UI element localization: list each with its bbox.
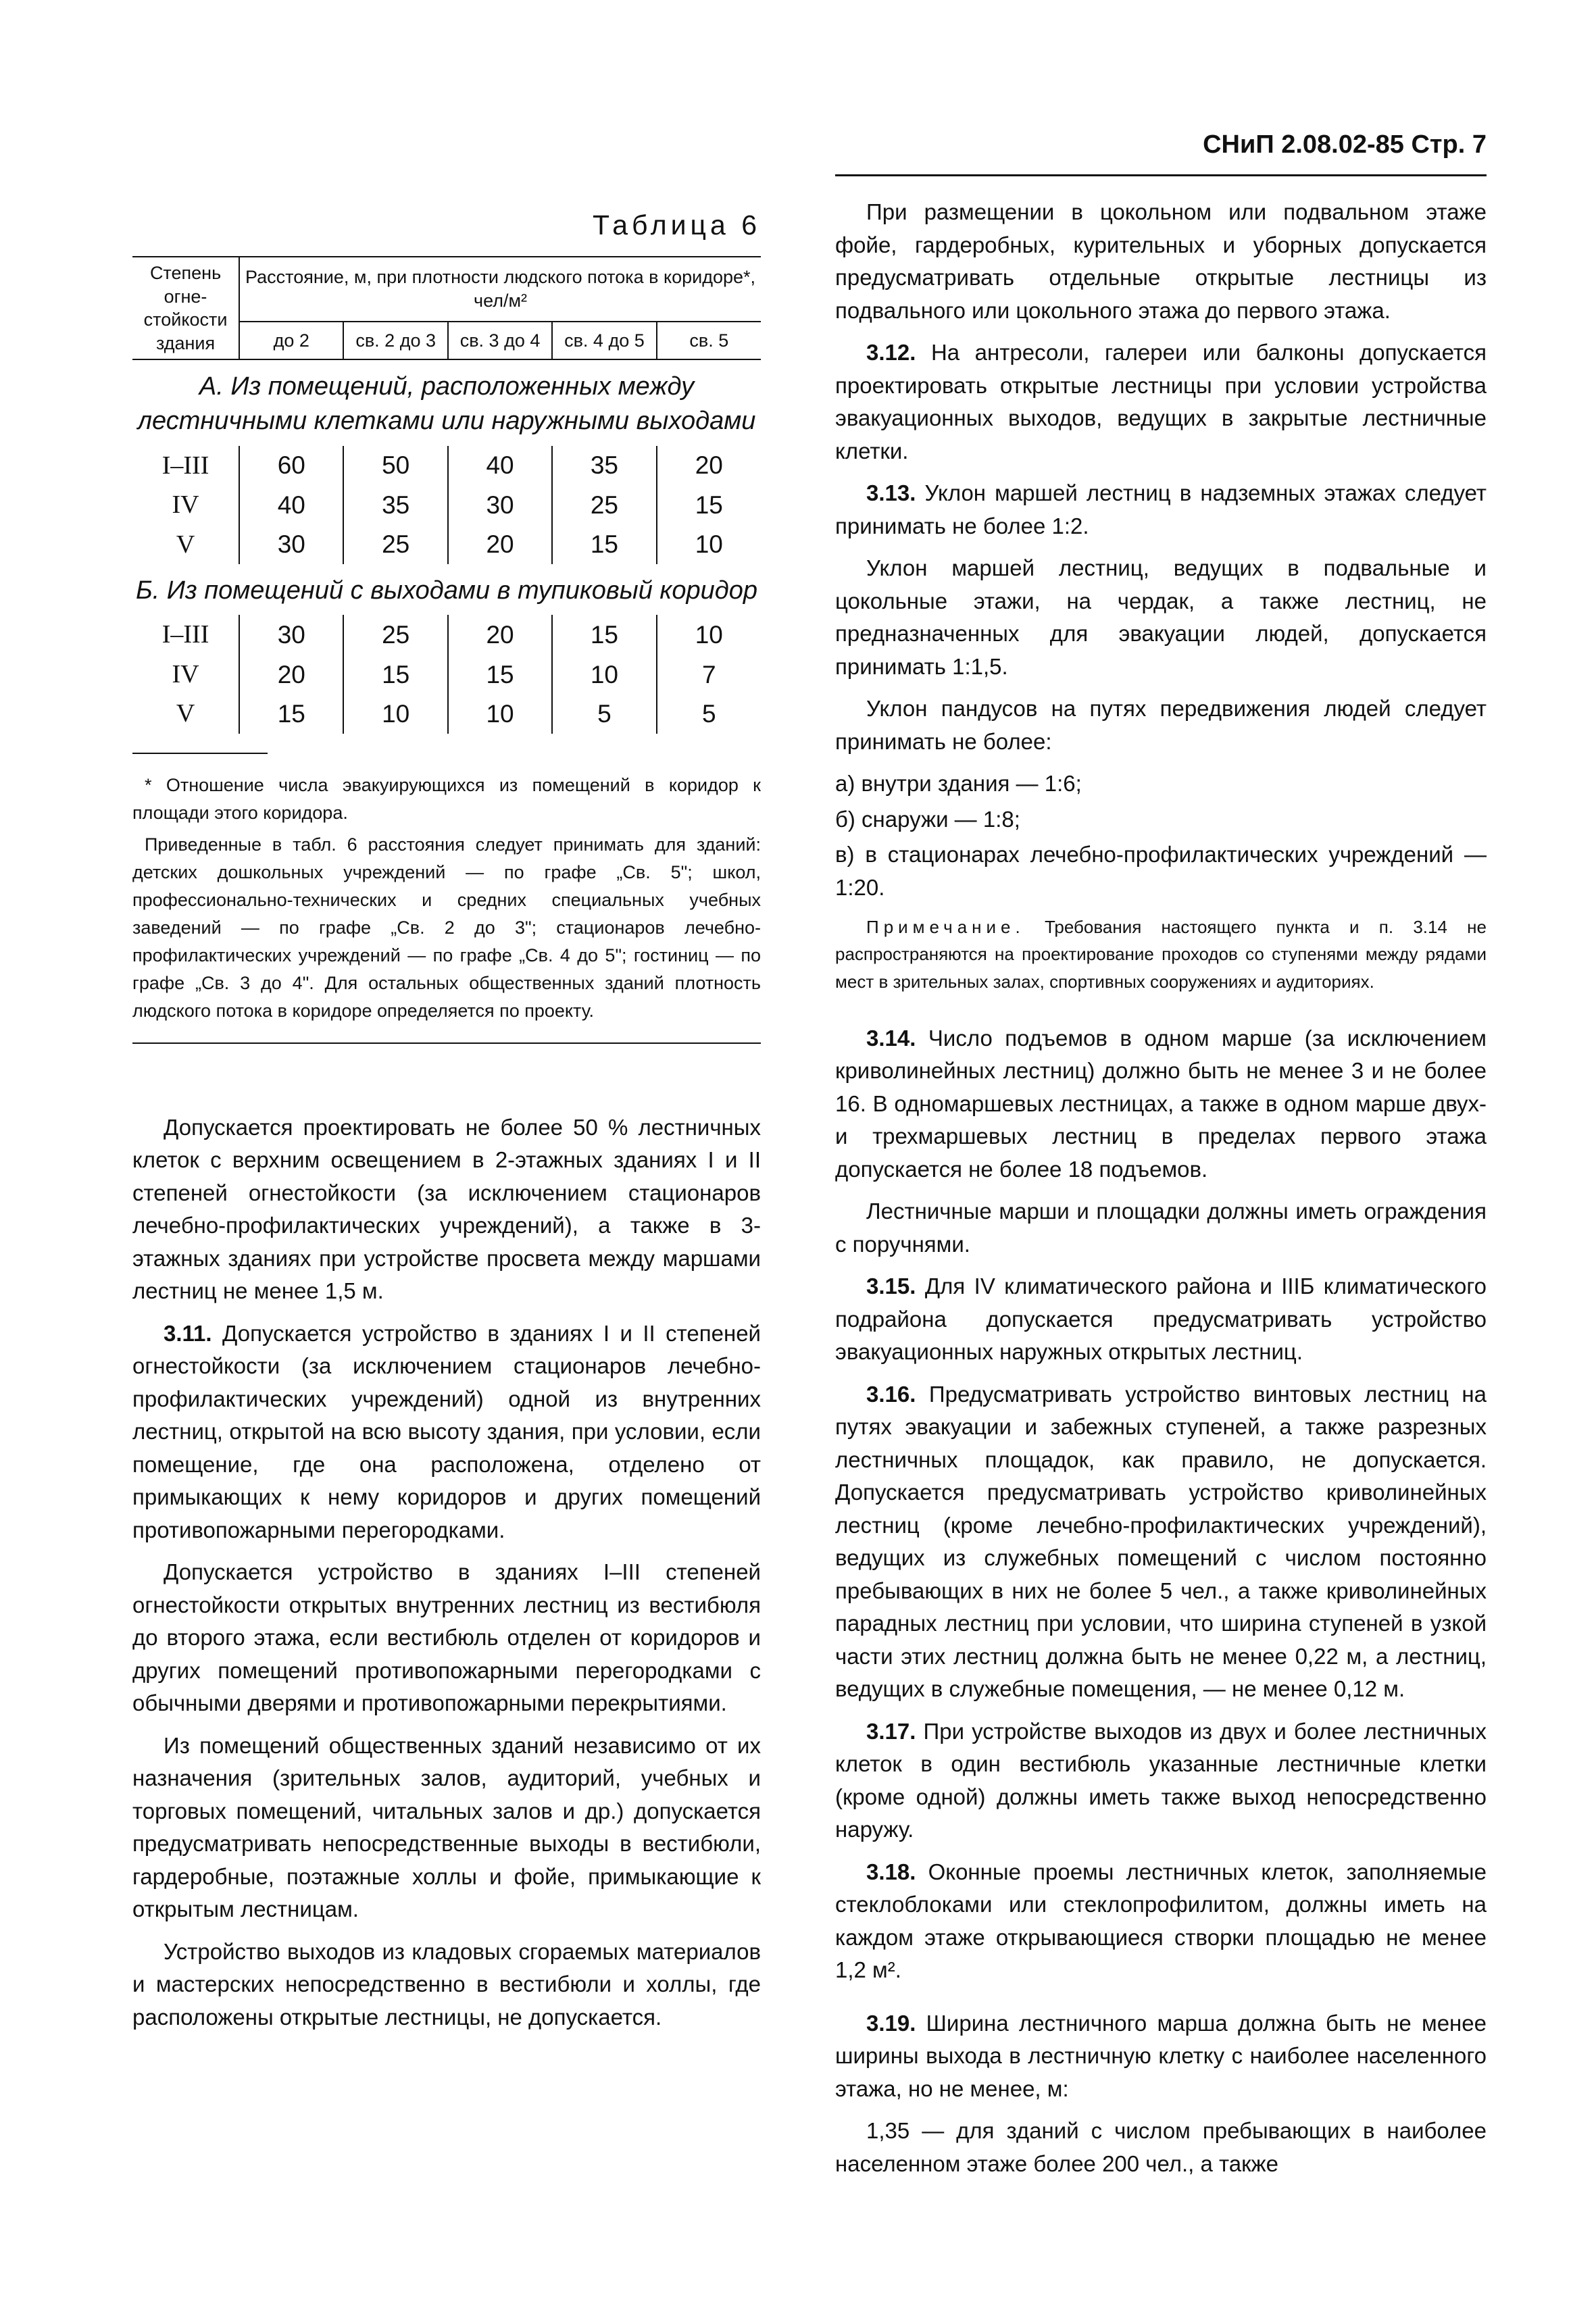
table-cell: I–III xyxy=(161,620,209,649)
table-head-col: св. 3 до 4 xyxy=(448,322,552,359)
clause-3-16 xyxy=(835,1378,1487,1706)
paragraph: При размещении в цокольном или подвальном этаже фойе, гардеробных, курительных и уборных допускается предусматривать отдельные открытые лестницы из подвального или цокольного этажа до первого этажа. xyxy=(835,199,1487,323)
clause-text: Уклон маршей лестниц в надземных этажах следует принимать не более 1:2. xyxy=(835,480,1487,538)
paragraph: Допускается устройство в зданиях I–III степеней огнестойкости открытых внутренних лестниц из вестибюля до второго этажа, если вестибюль отделен от коридоров и других помещений противопожарными перегородками с обычными дверями и противопожарными перекрытиями. xyxy=(132,1559,761,1716)
footnote-star-text: * Отношение числа эвакуирующихся из помещений в коридор к площади этого коридора. xyxy=(132,774,761,823)
table-cell: 10 xyxy=(343,694,447,733)
note-label: Примечание. xyxy=(866,917,1025,937)
table-cell: 60 xyxy=(239,446,343,485)
clause-number: 3.13. xyxy=(866,480,916,505)
left-column xyxy=(132,196,761,2043)
clause-text: При устройстве выходов из двух и более лестничных клеток в один вестибюль указанные лестничные клетки (кроме одной) должны иметь также выход непосредственно наружу. xyxy=(835,1718,1487,1842)
table-cell: 10 xyxy=(448,694,552,733)
clause-number: 3.14. xyxy=(866,1025,916,1051)
paragraph: Из помещений общественных зданий независимо от их назначения (зрительных залов, аудиторий, учебных и торговых помещений, читальных залов и др.) допускается предусматривать непосредственные выходы в вестибюли, гардеробные, поэтажные холлы и фойе, примыкающие к открытым лестницам. xyxy=(132,1732,761,1922)
clause-3-13 xyxy=(835,477,1487,543)
table-cell: 20 xyxy=(239,655,343,694)
clause-text: На антресоли, галереи или балконы допускается проектировать открытые лестницы при условии устройства эвакуационных выходов, ведущих в закрытые лестничные клетки. xyxy=(835,340,1487,463)
table-row xyxy=(132,615,761,654)
note-text: Требования настоящего пункта и п. 3.14 не распространяются на проектирование проходов со ступенями между рядами мест в зрительных залах, спортивных сооружениях и аудиториях. xyxy=(835,917,1487,992)
clause-text: Оконные проемы лестничных клеток, заполняемые стеклоблоками или стеклопрофилитом, должны иметь на каждом этаже открывающиеся створки площадью не менее 1,2 м². xyxy=(835,1859,1487,1983)
paragraph: Уклон маршей лестниц, ведущих в подвальные и цокольные этажи, на чердак, а также лестниц, не предназначенных для эвакуации людей, допускается принимать 1:1,5. xyxy=(835,555,1487,679)
list-item: в) в стационарах лечебно-профилактических учреждений — 1:20. xyxy=(835,842,1487,900)
table-caption: Таблица 6 xyxy=(593,209,761,241)
table-cell: 50 xyxy=(343,446,447,485)
footnote-rule xyxy=(132,753,268,754)
table-cell: 5 xyxy=(657,694,761,733)
clause-3-18 xyxy=(835,1856,1487,1987)
clause-number: 3.18. xyxy=(866,1859,916,1884)
table-cell: 25 xyxy=(343,525,447,564)
header-rule xyxy=(835,174,1487,176)
clause-3-15 xyxy=(835,1270,1487,1369)
table-cell: 15 xyxy=(343,655,447,694)
table-cell: 30 xyxy=(239,525,343,564)
table-row xyxy=(132,655,761,694)
table-cell: 15 xyxy=(657,485,761,524)
table-cell: 20 xyxy=(448,525,552,564)
right-column xyxy=(835,196,1487,2190)
clause-number: 3.19. xyxy=(866,2010,916,2036)
clause-3-19 xyxy=(835,2007,1487,2106)
table-cell: I–III xyxy=(161,451,209,480)
table-head-fire-resistance: Степень огне-стойкости здания xyxy=(132,257,239,359)
table-row xyxy=(132,694,761,733)
clause-number: 3.12. xyxy=(866,340,916,365)
table-cell: V xyxy=(176,699,195,728)
table-cell: 10 xyxy=(657,615,761,654)
table-cell: 15 xyxy=(239,694,343,733)
table-cell: 35 xyxy=(343,485,447,524)
table-cell: 25 xyxy=(343,615,447,654)
table-cell: 15 xyxy=(552,525,656,564)
table-head-col: св. 2 до 3 xyxy=(343,322,447,359)
table-cell: 30 xyxy=(239,615,343,654)
table-cell: 40 xyxy=(448,446,552,485)
table-head-col: св. 4 до 5 xyxy=(552,322,656,359)
table-row xyxy=(132,525,761,564)
clause-3-11 xyxy=(132,1317,761,1547)
table-cell: 10 xyxy=(657,525,761,564)
clause-text: Ширина лестничного марша должна быть не менее ширины выхода в лестничную клетку с наиболее населенного этажа, но не менее, м: xyxy=(835,2010,1487,2101)
clause-text: Допускается устройство в зданиях I и II степеней огнестойкости (за исключением стационаров лечебно-профилактических учреждений) одной из внутренних лестниц, открытой на всю высоту здания, при условии, если помещение, где она расположена, отделено от примыкающих к нему коридоров и других помещений противопожарными перегородками. xyxy=(132,1320,761,1542)
table-cell: 10 xyxy=(552,655,656,694)
table-cell: IV xyxy=(172,491,199,520)
table-cell: 40 xyxy=(239,485,343,524)
table-cell: 15 xyxy=(552,615,656,654)
table-section-b: Б. Из помещений с выходами в тупиковый коридор xyxy=(135,576,758,605)
table-head-col: до 2 xyxy=(239,322,343,359)
table-cell: V xyxy=(176,530,195,559)
clause-3-17 xyxy=(835,1715,1487,1846)
table-row xyxy=(132,485,761,524)
table-cell: 5 xyxy=(552,694,656,733)
table-cell: 20 xyxy=(657,446,761,485)
clause-text: Число подъемов в одном марше (за исключением криволинейных лестниц) должно быть не менее 3 и не более 16. В одномаршевых лестницах, а также в одном марше двух- и трехмаршевых лестниц в пределах первого этажа допускается не более 18 подъемов. xyxy=(835,1025,1487,1182)
paragraph: Устройство выходов из кладовых сгораемых материалов и мастерских непосредственно в вестибюли и холлы, где расположены открытые лестницы, не допускается. xyxy=(132,1938,761,2030)
list-item: а) внутри здания — 1:6; xyxy=(835,771,1082,796)
table-row xyxy=(132,446,761,485)
clause-number: 3.17. xyxy=(866,1718,916,1744)
paragraph: Уклон пандусов на путях передвижения людей следует принимать не более: xyxy=(835,696,1487,754)
list-item: б) снаружи — 1:8; xyxy=(835,806,1020,832)
table-cell: 25 xyxy=(552,485,656,524)
footnote-applied xyxy=(132,831,761,1025)
table-cell: 7 xyxy=(657,655,761,694)
clause-number: 3.11. xyxy=(164,1320,212,1346)
paragraph: Лестничные марши и площадки должны иметь ограждения с поручнями. xyxy=(835,1199,1487,1257)
clause-text: Предусматривать устройство винтовых лестниц на путях эвакуации и забежных ступеней, а также разрезных лестничных площадок, как правило, не допускается. Допускается предусматривать устройство криволинейных лестниц (кроме лечебно-профилактических учреждений), ведущих из служебных помещений с числом постоянно пребывающих в них не более 5 чел., а также криволинейных парадных лестниц при условии, что ширина ступеней в узкой части этих лестниц должна быть не менее 0,22 м, а лестниц, ведущих в служебные помещения, — не менее 0,12 м. xyxy=(835,1381,1487,1702)
table-cell: 30 xyxy=(448,485,552,524)
note xyxy=(835,913,1487,995)
table-cell: IV xyxy=(172,659,199,688)
paragraph: 1,35 — для зданий с числом пребывающих в наиболее населенном этаже более 200 чел., а также xyxy=(835,2118,1487,2176)
footnote-star xyxy=(132,772,761,827)
table-cell: 15 xyxy=(448,655,552,694)
clause-number: 3.15. xyxy=(866,1274,916,1299)
table-cell: 35 xyxy=(552,446,656,485)
clause-3-14 xyxy=(835,1022,1487,1186)
table-head-col: св. 5 xyxy=(657,322,761,359)
paragraph: Допускается проектировать не более 50 % лестничных клеток с верхним освещением в 2-этажных зданиях I и II степеней огнестойкости (за исключением стационаров лечебно-профилактических учреждений), а также в 3-этажных зданиях при устройстве просвета между маршами лестниц не менее 1,5 м. xyxy=(132,1114,761,1304)
footnote-applied-text: Приведенные в табл. 6 расстояния следует принимать для зданий: детских дошкольных учреждений — по графе „Св. 5"; школ, профессионально-технических и средних специальных учебных заведений — по графе „Св. 2 до 3"; стационаров лечебно-профилактических учреждений — по графе „Св. 4 до 5"; гостиниц — по графе „Св. 3 до 4". Для остальных общественных зданий плотность людского потока в коридоре определяется по проекту. xyxy=(132,834,761,1021)
clause-3-12 xyxy=(835,336,1487,468)
table-cell: 20 xyxy=(448,615,552,654)
page-header: СНиП 2.08.02-85 Стр. 7 xyxy=(1203,130,1487,159)
distance-table xyxy=(132,256,761,734)
clause-text: Для IV климатического района и IIIБ климатического подрайона допускается предусматривать устройство эвакуационных наружных открытых лестниц. xyxy=(835,1274,1487,1365)
clause-number: 3.16. xyxy=(866,1381,916,1407)
table-section-a: А. Из помещений, расположенных между лестничными клетками или наружными выходами xyxy=(132,359,761,446)
table-head-group: Расстояние, м, при плотности людского потока в коридоре*, чел/м² xyxy=(239,257,761,322)
